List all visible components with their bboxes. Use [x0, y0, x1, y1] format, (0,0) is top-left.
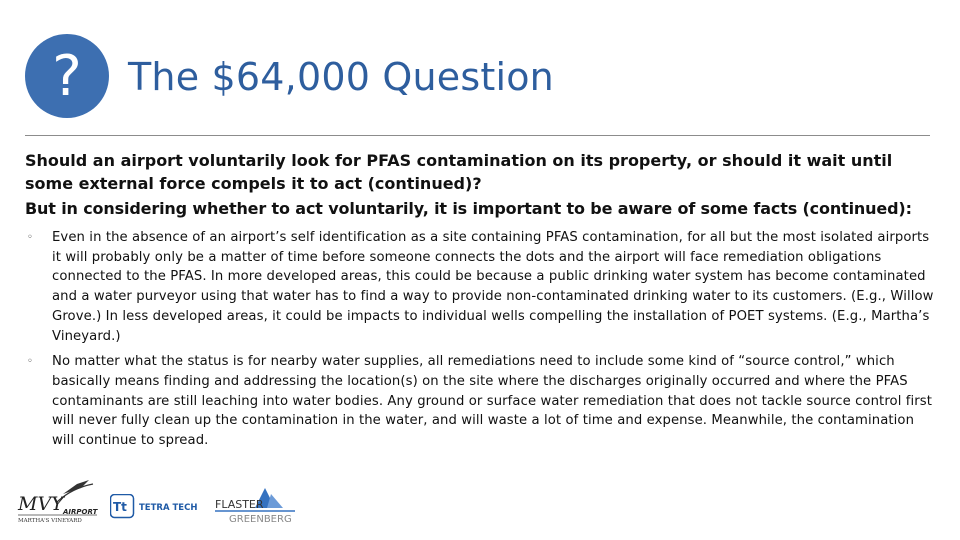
svg-text:MARTHA'S VINEYARD: MARTHA'S VINEYARD: [18, 518, 82, 524]
list-item: [25, 352, 937, 451]
svg-text:Tt: Tt: [113, 500, 127, 514]
bullet-marker: ◦: [27, 356, 33, 368]
flaster-greenberg-logo: [215, 486, 301, 524]
svg-text:MVY: MVY: [18, 493, 64, 515]
lead-question: Should an airport voluntarily look for PFAS contamination on its property, or should it wait until some external force compels it to act (continued)?: [25, 151, 893, 193]
question-mark-glyph: ?: [52, 44, 82, 109]
title-divider: [25, 135, 930, 136]
lead-statement: But in considering whether to act voluntarily, it is important to be aware of some facts (continued):: [25, 199, 912, 218]
slide-body: [25, 149, 937, 457]
slide-title: The $64,000 Question: [128, 55, 554, 99]
bullet-text: Even in the absence of an airport’s self identification as a site containing PFAS contamination, for all but the most isolated airports it will probably only be a matter of time before someone connects the dots and the airport will face remediation obligations connected to the PFAS. In more developed areas, this could be because a public drinking water system has become contaminated and a water purveyor using that water has to find a way to provide non-contaminated drinking water to its customers. (E.g., Willow Grove.) In less developed areas, it could be impacts to individual wells compelling the installation of POET systems. (E.g., Martha’s Vineyard.): [52, 230, 934, 344]
mvy-airport-logo: [17, 478, 101, 524]
tetra-tech-logo: [110, 494, 220, 520]
svg-text:TETRA TECH: TETRA TECH: [139, 503, 198, 513]
svg-text:AIRPORT: AIRPORT: [63, 508, 98, 516]
svg-text:GREENBERG: GREENBERG: [229, 514, 292, 524]
question-circle-icon: [25, 34, 109, 118]
list-item: [25, 228, 937, 346]
bullet-list: [25, 228, 937, 451]
bullet-marker: ◦: [27, 232, 33, 243]
svg-text:FLASTER: FLASTER: [215, 498, 264, 511]
bullet-text: No matter what the status is for nearby water supplies, all remediations need to include some kind of “source control,” which basically means finding and addressing the location(s) on the site where the discharges originally occurred and where the PFAS contaminants are still leaching into water bodies. Any ground or surface water remediation that does not tackle source control first will never fully clean up the contamination in the water, and will waste a lot of time and expense. Meanwhile, the contamination will continue to spread.: [52, 354, 933, 449]
sponsor-logos: [15, 478, 315, 528]
